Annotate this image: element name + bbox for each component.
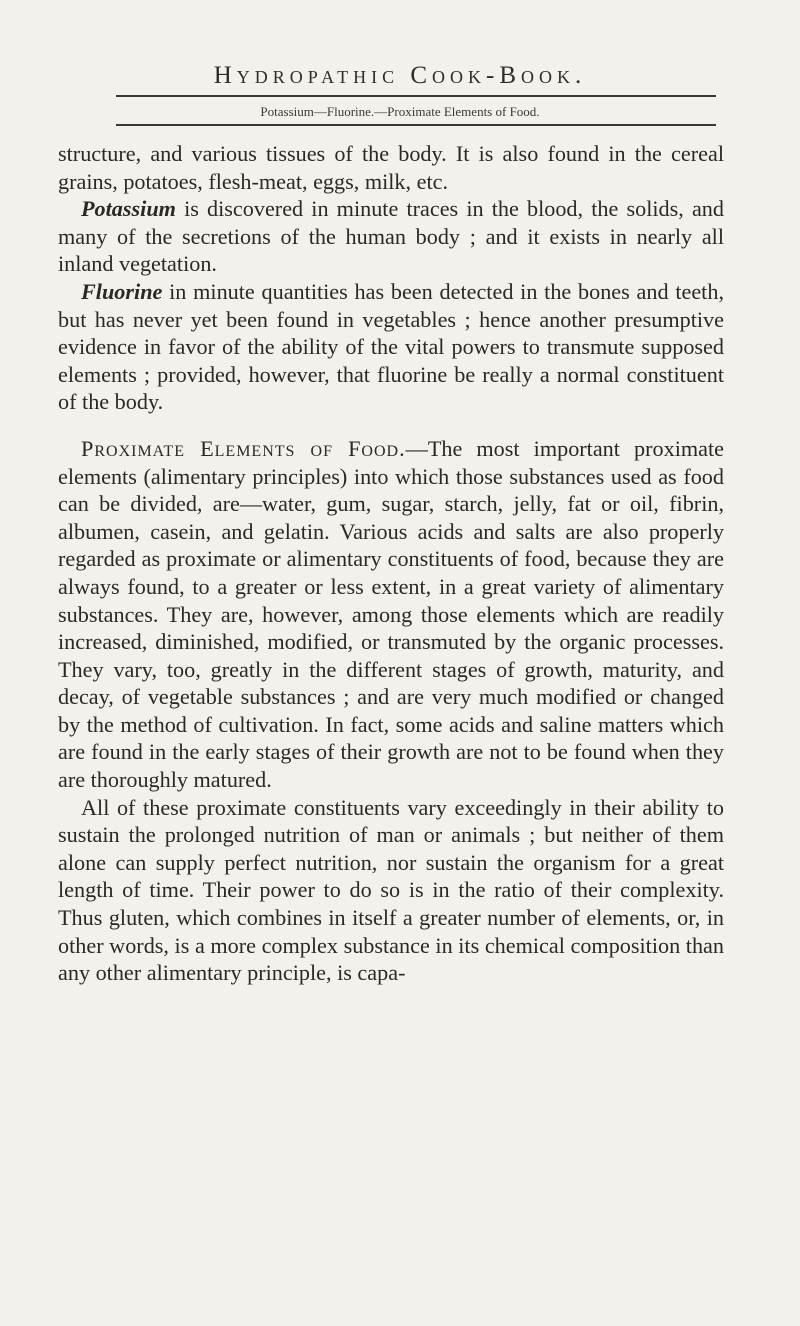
section-heading: Proximate Elements of Food.: [81, 435, 406, 461]
paragraph-continuation: structure, and various tissues of the body. It is also found in the cereal grains, potatoes, flesh-meat, eggs, milk, etc.: [58, 141, 724, 194]
page-subtitle: Potassium—Fluorine.—Proximate Elements of Food.: [260, 104, 540, 119]
paragraph-proximate-elements: [58, 435, 724, 794]
paragraph-constituents: All of these proximate constituents vary exceedingly in their ability to sustain the prolonged nutrition of man or animals ; but neither of them alone can supply perfect nutrition, nor sustain the organism for a great length of time. Their power to do so is in the ratio of their complexity. Thus gluten, which combines in itself a greater number of elements, or, in other words, is a more complex substance in its chemical composition than any other alimentary principle, is capa-: [58, 794, 724, 986]
paragraph-fluorine-text: in minute quantities has been detected in the bones and teeth, but has never yet been found in vegetables ; hence another presumptive evidence in favor of the ability of the vital powers to transmute supposed elements ; provided, however, that fluorine be really a normal constituent of the body.: [58, 278, 724, 415]
body-text: [58, 140, 724, 987]
running-title: Hydropathic Cook-Book.: [213, 62, 587, 89]
paragraph-potassium-text: is discovered in minute traces in the blood, the solids, and many of the secretions of the human body ; and it exists in nearly all inland vegetation.: [58, 196, 724, 277]
paragraph-proximate-text: —The most important proximate elements (alimentary principles) into which those substances used as food can be divided, are—water, gum, sugar, starch, jelly, fat or oil, fibrin, albumen, casein, and gelatin. Various acids and salts are also properly regarded as proximate or alimentary constituents of food, because they are always found, to a greater or less extent, in a great variety of alimentary substances. They are, however, among those elements which are readily increased, diminished, modified, or transmuted by the organic processes. They vary, too, greatly in the different stages of growth, maturity, and decay, of vegetable substances ; and are very much modified or changed by the method of cultivation. In fact, some acids and saline matters which are found in the early stages of their growth are not to be found when they are thoroughly matured.: [58, 435, 724, 793]
header-rule-bottom: [116, 124, 716, 126]
term-potassium: Potassium: [81, 196, 176, 222]
paragraph-potassium: [58, 195, 724, 278]
header-rule-top: [116, 95, 716, 97]
term-fluorine: Fluorine: [81, 278, 163, 304]
paragraph-fluorine: [58, 278, 724, 416]
